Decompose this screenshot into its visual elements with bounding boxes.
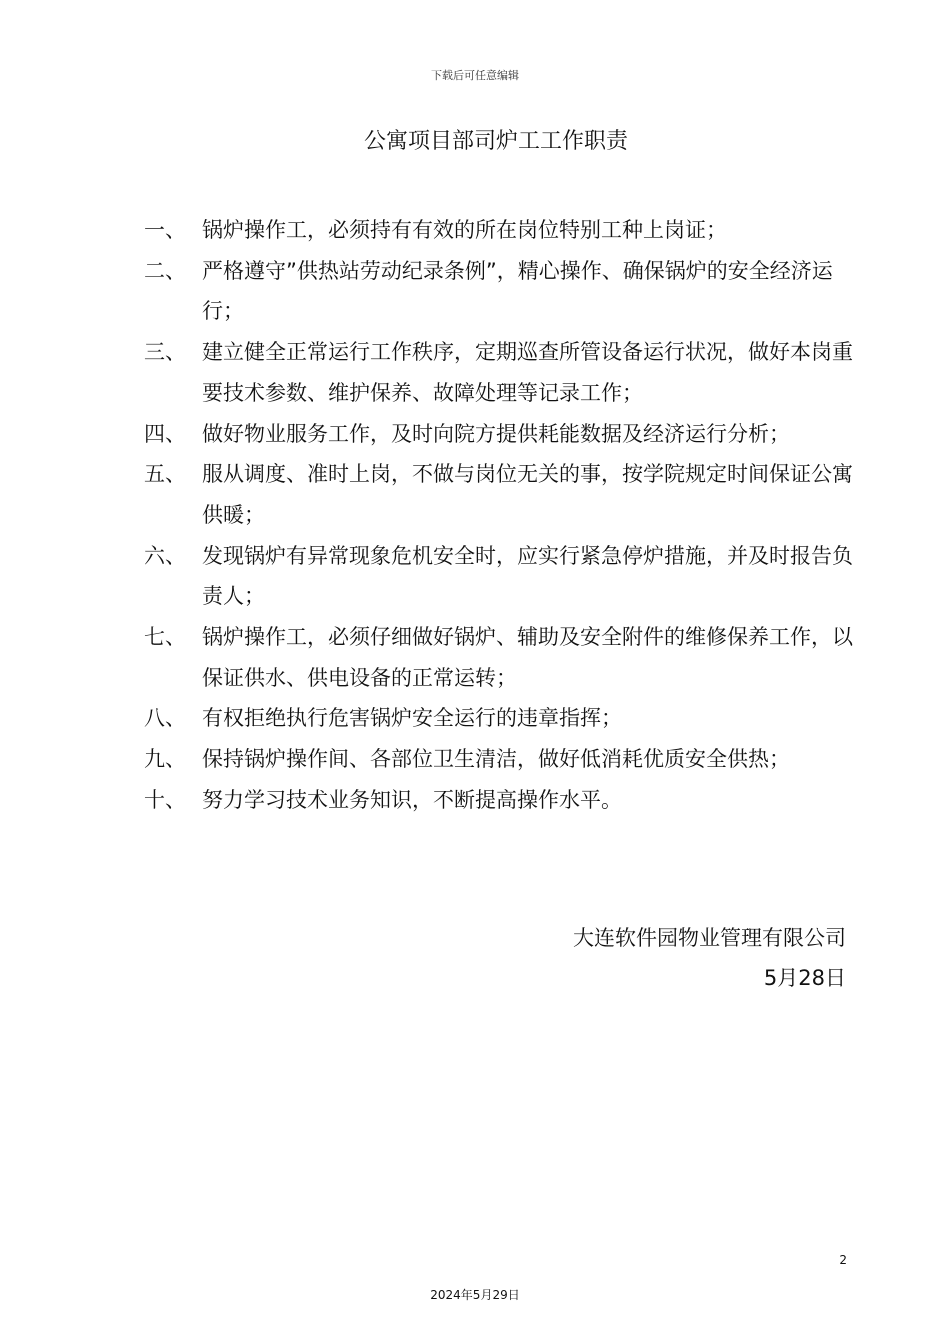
duty-text: 发现锅炉有异常现象危机安全时，应实行紧急停炉措施，并及时报告负责人； [202,543,853,609]
duty-number: 八、 [144,706,186,731]
duty-text: 锅炉操作工，必须仔细做好锅炉、辅助及安全附件的维修保养工作，以保证供水、供电设备的正常运转； [202,625,853,690]
duty-item [144,210,854,251]
duty-text: 做好物业服务工作，及时向院方提供耗能数据及经济运行分析； [202,421,790,446]
duty-number: 四、 [144,421,186,446]
duty-text: 锅炉操作工，必须持有有效的所在岗位特别工种上岗证； [202,218,727,242]
duty-item [144,617,854,698]
duty-item [144,414,854,455]
duty-item [144,780,854,821]
duty-text: 服从调度、准时上岗，不做与岗位无关的事，按学院规定时间保证公寓供暖； [202,462,853,527]
duty-list [144,210,854,821]
signature-date: 5月28日 [763,966,846,990]
page-number: 2 [839,1253,847,1267]
duty-number: 六、 [144,543,186,568]
header-note: 下载后可任意编辑 [431,69,519,82]
footer-date: 2024年5月29日 [430,1288,520,1302]
duty-text: 努力学习技术业务知识，不断提高操作水平。 [202,787,622,812]
duty-number: 三、 [144,340,186,365]
duty-number: 十、 [144,787,186,812]
duty-item [144,698,854,739]
document-title: 公寓项目部司炉工工作职责 [363,129,628,154]
duty-text: 保持锅炉操作间、各部位卫生清洁，做好低消耗优质安全供热； [202,747,790,772]
duty-number: 一、 [144,218,186,242]
duty-item [144,251,854,332]
duty-number: 二、 [144,258,186,283]
duty-text: 有权拒绝执行危害锅炉安全运行的违章指挥； [202,706,622,731]
duty-number: 五、 [144,462,186,487]
signature-company: 大连软件园物业管理有限公司 [573,926,846,950]
duty-text: 建立健全正常运行工作秩序，定期巡查所管设备运行状况，做好本岗重要技术参数、维护保养、故障处理等记录工作； [202,340,853,405]
duty-number: 七、 [144,625,186,650]
duty-item [144,454,854,535]
duty-item [144,536,854,617]
duty-number: 九、 [144,747,186,772]
duty-text: 严格遵守”供热站劳动纪录条例”，精心操作、确保锅炉的安全经济运行； [202,258,833,324]
duty-item [144,332,854,413]
signature-block [573,918,846,998]
duty-item [144,739,854,780]
